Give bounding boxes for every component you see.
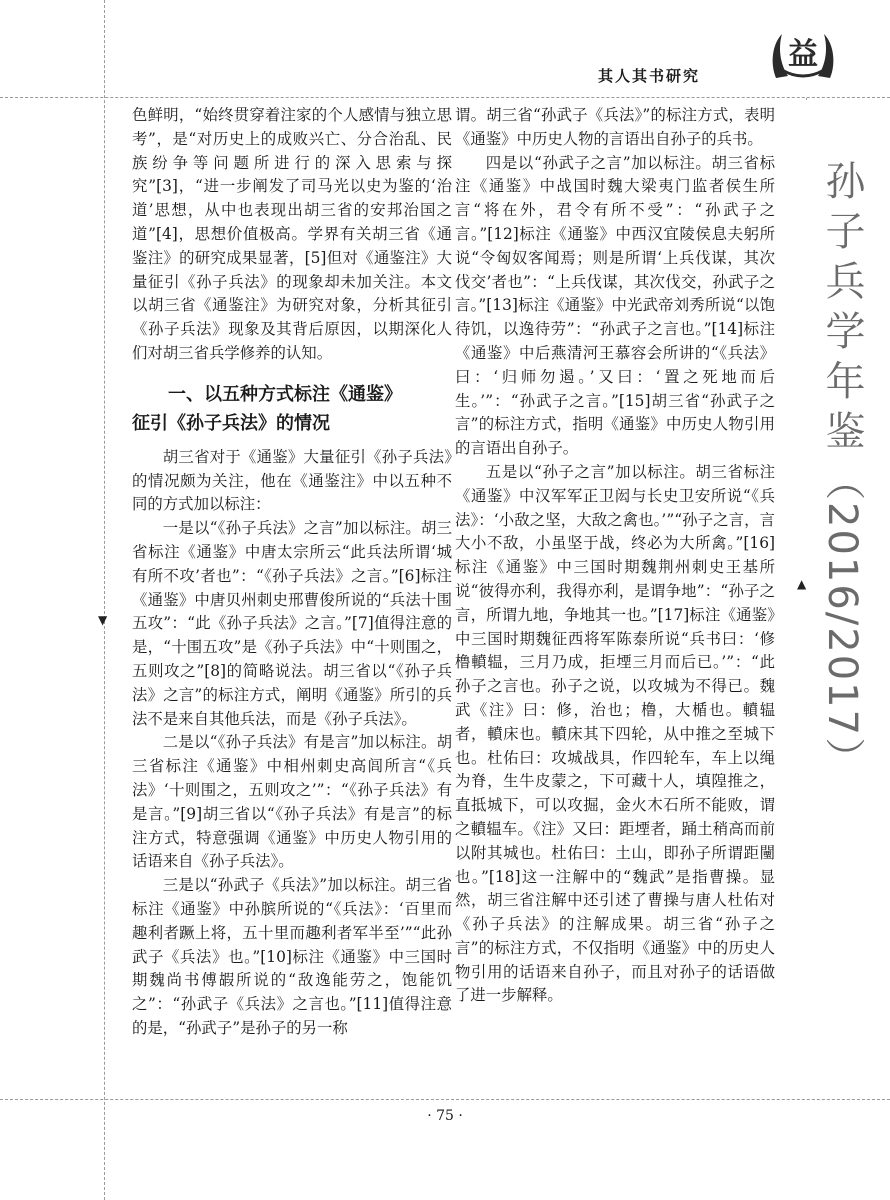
section-heading-line-2: 征引《孙子兵法》的情况: [132, 412, 330, 434]
left-binding-line: [104, 0, 105, 1200]
left-down-arrow-icon: ▼: [98, 613, 108, 627]
top-crop-line: [0, 97, 890, 98]
logo-glyph: 益: [788, 37, 818, 72]
bottom-crop-line: [0, 1099, 890, 1100]
paragraph: 五是以“孙子之言”加以标注。胡三省标注《通鉴》中汉军军正卫闳与长史卫安所说“《兵法》：‘小敌之坚，大敌之禽也。’”“孙子之言，言大小不敌，小虽坚于战，终必为大所禽。”[16]标注《通鉴》中三国时期魏荆州刺史王基所说“彼得亦利，我得亦利，是谓争地”：“孙子之言，所谓九地，争地其一也。”[17]标注《通鉴》中三国时期魏征西将军陈泰所说“兵书曰：‘修橹轒辒，三月乃成，拒堙三月而后已。’”：“此孙子之言也。孙子之说，以攻城为不得已。魏武《注》曰：修，治也；橹，大楯也。轒辒者，轒床也。轒床其下四轮，从中推之至城下也。杜佑曰：攻城战具，作四轮车，车上以绳为脊，生牛皮蒙之，下可藏十人，填隍推之，直抵城下，可以攻掘，金火木石所不能败，谓之轒辒车。《注》又曰：距堙者，踊土稍高而前以附其城也。杜佑曰：土山，即孙子所谓距闉也。”[18]这一注解中的“魏武”是指曹操。显然，胡三省注解中还引述了曹操与唐人杜佑对《孙子兵法》的注解成果。胡三省“孙子之言”的标注方式，不仅指明《通鉴》中的历史人物引用的话语来自孙子，而且对孙子的话语做了进一步解释。: [455, 462, 775, 1005]
paragraph: 四是以“孙武子之言”加以标注。胡三省标注《通鉴》中战国时魏大梁夷门监者侯生所言“将在外，君令有所不受”：“孙武子之言。”[12]标注《通鉴》中西汉宜陵侯息夫躬所说“令匈奴客闻焉；则是所谓‘上兵伐谋，其次伐交’者也”：“上兵伐谋，其次伐交，孙武子之言。”[13]标注《通鉴》中光武帝刘秀所说“以饱待饥，以逸待劳”：“孙武子之言也。”[14]标注《通鉴》中后燕清河王慕容会所讲的“《兵法》曰：‘归师勿遏。’又曰：‘置之死地而后生。’”：“孙武子之言。”[15]胡三省“孙武子之言”的标注方式，指明《通鉴》中历史人物引用的言语出自孙子。: [455, 153, 775, 458]
yearbook-side-title: [814, 160, 871, 779]
paragraph: 胡三省对于《通鉴》大量征引《孙子兵法》的情况颇为关注，他在《通鉴注》中以五种不同的方式加以标注：: [132, 447, 452, 514]
paragraph: 三是以“孙武子《兵法》”加以标注。胡三省标注《通鉴》中孙膑所说的“《兵法》：‘百里而趣利者蹶上将，五十里而趣利者军半至’”“此孙武子《兵法》也。”[10]标注《通鉴》中三国时期魏尚书傅嘏所说的“敌逸能劳之，饱能饥之”：“孙武子《兵法》之言也。”[11]值得注意的是，“孙武子”是孙子的另一称: [132, 876, 452, 1037]
page-number: · 75 ·: [427, 1108, 463, 1124]
paragraph: 一是以“《孙子兵法》之言”加以标注。胡三省标注《通鉴》中唐太宗所云“此兵法所谓‘城有所不攻’者也”：“《孙子兵法》之言。”[6]标注《通鉴》中唐贝州刺史邢曹俊所说的“兵法十围五攻”：“此《孙子兵法》之言。”[7]值得注意的是，“十围五攻”是《孙子兵法》中“十则围之，五则攻之”[8]的简略说法。胡三省以“《孙子兵法》之言”的标注方式，阐明《通鉴》所引的兵法不是来自其他兵法，而是《孙子兵法》。: [132, 519, 452, 728]
section-heading-line-1: 一、以五种方式标注《通鉴》: [168, 383, 402, 405]
paragraph: 谓。胡三省“孙武子《兵法》”的标注方式，表明《通鉴》中历史人物的言语出自孙子的兵书。: [455, 106, 775, 148]
side-title-year: （2016/2017）: [819, 460, 865, 780]
yearbook-logo-icon: [768, 26, 838, 82]
right-up-arrow-icon: ▲: [797, 577, 807, 591]
paragraph: 色鲜明，“始终贯穿着注家的个人感情与独立思考”，是“对历史上的成败兴亡、分合治乱、民族纷争等问题所进行的深入思索与探究”[3]，“进一步阐发了司马光以史为鉴的‘治道’思想，从中也表现出胡三省的安邦治国之道”[4]，思想价值极高。学界有关胡三省《通鉴注》的研究成果显著，[5]但对《通鉴注》大量征引《孙子兵法》的现象却未加关注。本文以胡三省《通鉴注》为研究对象，分析其征引《孙子兵法》现象及其背后原因，以期深化人们对胡三省兵学修养的认知。: [132, 106, 452, 362]
section-label: 其人其书研究: [598, 67, 701, 85]
side-title-main: 孙子兵学年鉴: [819, 160, 865, 460]
right-crop-line: [806, 98, 807, 100]
right-text-column: [455, 104, 775, 1008]
left-text-column: [132, 104, 452, 1041]
paragraph: 二是以“《孙子兵法》有是言”加以标注。胡三省标注《通鉴》中相州刺史高闾所言“《兵法》‘十则围之，五则攻之’”：“《孙子兵法》有是言。”[9]胡三省以“《孙子兵法》有是言”的标注方式，特意强调《通鉴》中历史人物引用的话语来自《孙子兵法》。: [132, 733, 452, 871]
section-heading: [132, 380, 452, 438]
